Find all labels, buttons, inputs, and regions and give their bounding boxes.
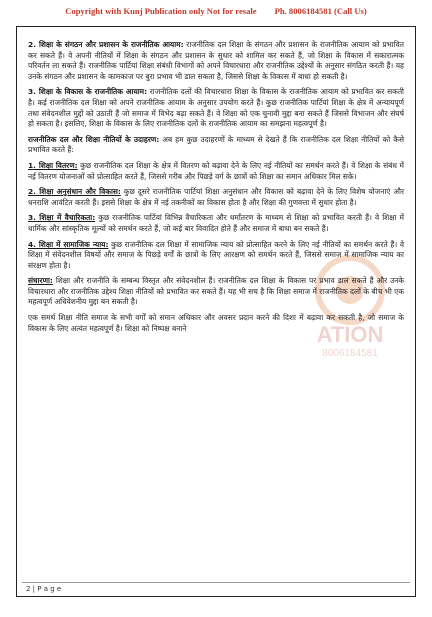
section-body: राजनीतिक दल शिक्षा के संगठन और प्रशासन के राजनीतिक आयाम को प्रभावित कर सकते हैं। वे अपनी नीतियों में शिक्षा के संगठन और प्रशासन के सुधार को शामिल कर सकते हैं, जो शिक्षा के विकास में सकारात्मक परिवर्तन ला सकते हैं। राजनीतिक पार्टियां शिक्षा संबंधी विभागों को अपने विचारधारा और राजनीतिक उद्देश्यों के अनुसार संगठित करती हैं। यह उनके संगठन और प्रशासन के कामकाज पर बुरा प्रभाव भी डाल सकता है, जिससे शिक्षा के विकास में बाधा हो सकती है। — [28, 40, 405, 81]
example-research — [28, 187, 404, 208]
example-body: कुछ दूसरे राजनीतिक पार्टियां शिक्षा अनुसंधान और विकास को बढ़ावा देने के लिए विशेष योजनाएं और धनराशि आवंटित करती हैं। इससे शिक्षा के क्षेत्र में नई तकनीकों का विकास होता है और शिक्षा की गुणवत्ता में सुधार होता है। — [28, 187, 404, 207]
section-heading: संधारणा: — [28, 276, 53, 286]
section-summary — [28, 276, 404, 308]
section-heading: राजनीतिक दल और शिक्षा नीतियों के उदाहरण: — [28, 134, 160, 144]
section-heading: 3. शिक्षा के विकास के राजनीतिक आयाम: — [28, 87, 148, 97]
section-organization — [28, 40, 404, 82]
example-ideology — [28, 213, 404, 234]
section-closing — [28, 313, 404, 334]
section-body: अब हम कुछ उदाहरणों के माध्यम से देखते हैं कि राजनीतिक दल शिक्षा नीतियों को कैसे प्रभावित करते हैं: — [28, 134, 404, 155]
page-content — [28, 40, 404, 339]
footer-divider — [22, 582, 410, 583]
contact-phone: Ph. 8006184581 (Call Us) — [274, 6, 367, 16]
example-distribution — [28, 161, 404, 182]
section-body: शिक्षा और राजनीति के सम्बन्ध विस्तृत और संवेदनशील हैं। राजनीतिक दल शिक्षा के विकास पर प्रभाव डाल सकते हैं और उनके विचारधारा और राजनीतिक उद्देश्य शिक्षा नीतियों को प्रभावित कर सकते हैं। यह भी सच है कि शिक्षा समाज में राजनीतिक दलों के बीच भी एक महत्वपूर्ण अधिवेशनीय मुद्दा बन सकती है। — [28, 276, 405, 307]
section-heading: 2. शिक्षा के संगठन और प्रशासन के राजनीतिक आयाम: — [28, 40, 184, 49]
example-heading: 3. शिक्षा में वैचारिकता: — [28, 213, 96, 223]
section-body: राजनीतिक दलों की विचारधारा शिक्षा के विकास के राजनीतिक आयाम को प्रभावित कर सकती है। कई राजनीतिक दल शिक्षा को अपने राजनीतिक आयाम के अनुसार उपयोग करते हैं। कुछ राजनीतिक पार्टियां शिक्षा के क्षेत्र में अन्यायपूर्ण तथा संवेदनशील मुद्दों को उठाती हैं जो समाज में विभेद बढ़ा सकते हैं। वे शिक्षा को एक चुनावी मुद्दा बना सकते हैं जिससे विभाजन और संघर्ष हो सकता है। इसलिए, शिक्षा के विकास के लिए राजनीतिक दलों के राजनीतिक आयाम का समझना महत्वपूर्ण है। — [28, 87, 404, 129]
example-body: कुछ राजनीतिक दल शिक्षा के क्षेत्र में वितरण को बढ़ावा देने के लिए नई नीतियों का समर्थन करते हैं। वे शिक्षा के संबंध में नई वितरण योजनाओं को प्रोत्साहित करते हैं, जिससे गरीब और पिछड़े वर्ग के छात्रों को शिक्षा का समान अधिकार मिल सके। — [28, 160, 404, 181]
section-examples-intro — [28, 135, 404, 156]
example-heading: 4. शिक्षा में सामाजिक न्याय: — [28, 239, 109, 249]
watermark-text: ATION — [316, 322, 384, 347]
example-body: कुछ राजनीतिक दल शिक्षा में सामाजिक न्याय को प्रोत्साहित करने के लिए नई नीतियों का समर्थन करते हैं। वे शिक्षा में संवेदनशील विषयों और समाज के पिछड़े वर्गों के छात्रों के लिए आरक्षण को समर्थन करते हैं, जिससे समाज में सामाजिक न्याय का संरक्षण होता है। — [28, 239, 404, 270]
page-header — [0, 6, 432, 16]
example-body: कुछ राजनीतिक पार्टियां विभिन्न वैचारिकता और धर्मांतरण के माध्यम से शिक्षा को प्रभावित करती हैं। वे शिक्षा में धार्मिक और सांस्कृतिक मूल्यों को समर्थन करते हैं, जो कई बार विवादित होते हैं और समाज में बाधा बन सकते हैं। — [28, 213, 404, 233]
example-heading: 1. शिक्षा वितरण: — [28, 160, 78, 170]
example-heading: 2. शिक्षा अनुसंधान और विकास: — [28, 187, 121, 197]
example-social-justice — [28, 240, 404, 272]
section-body: एक समर्थ शिक्षा नीति समाज के सभी वर्गों को समान अधिकार और अवसर प्रदान करने की दिशा में बढ़ावा कर सकती है, जो समाज के विकास के लिए अत्यंत महत्वपूर्ण है। शिक्षा को निष्पक्ष बनाने — [28, 313, 404, 333]
page-number: 2 | P a g e — [26, 585, 62, 593]
watermark-phone: 8006184581 — [322, 348, 378, 359]
section-development — [28, 87, 404, 129]
copyright-notice: Copyright with Kunj Publication only Not for resale — [65, 6, 257, 16]
